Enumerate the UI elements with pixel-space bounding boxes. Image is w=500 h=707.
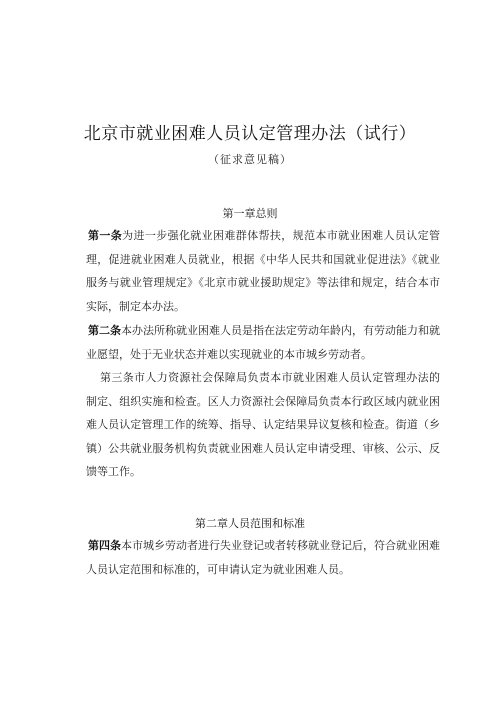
article-label: 第二条 — [88, 324, 121, 337]
chapter-heading-1: 第一章总则 — [222, 207, 278, 220]
chapter-heading-2: 第二章人员范围和标准 — [195, 517, 305, 530]
article-4 — [86, 534, 440, 581]
article-2 — [86, 319, 440, 366]
article-label: 第一条 — [88, 229, 123, 242]
document-subtitle: （征求意见稿） — [208, 153, 292, 166]
article-text: 为进一步强化就业困难群体帮扶，规范本市就业困难人员认定管理，促进就业困难人员就业，根据《中华人民共和国就业促进法》《就业服务与就业管理规定》《北京市就业援助规定》等法律和规定，结合本市实际，制定本办法。 — [86, 229, 441, 313]
article-label: 第四条 — [88, 539, 121, 552]
article-text: 本办法所称就业困难人员是指在法定劳动年龄内，有劳动能力和就业愿望，处于无业状态并难以实现就业的本市城乡劳动者。 — [86, 324, 440, 361]
article-1 — [86, 224, 440, 318]
article-text: 第三条市人力资源社会保障局负责本市就业困难人员认定管理办法的制定、组织实施和检查。区人力资源社会保障局负责本行政区域内就业困难人员认定管理工作的统筹、指导、认定结果异议复核和检查。街道（乡镇）公共就业服务机构负责就业困难人员认定申请受理、审核、公示、反馈等工作。 — [86, 371, 440, 479]
document-title: 北京市就业困难人员认定管理办法（试行） — [83, 124, 417, 144]
article-3 — [86, 366, 440, 484]
article-text: 本市城乡劳动者进行失业登记或者转移就业登记后，符合就业困难人员认定范围和标准的，可申请认定为就业困难人员。 — [86, 539, 440, 576]
